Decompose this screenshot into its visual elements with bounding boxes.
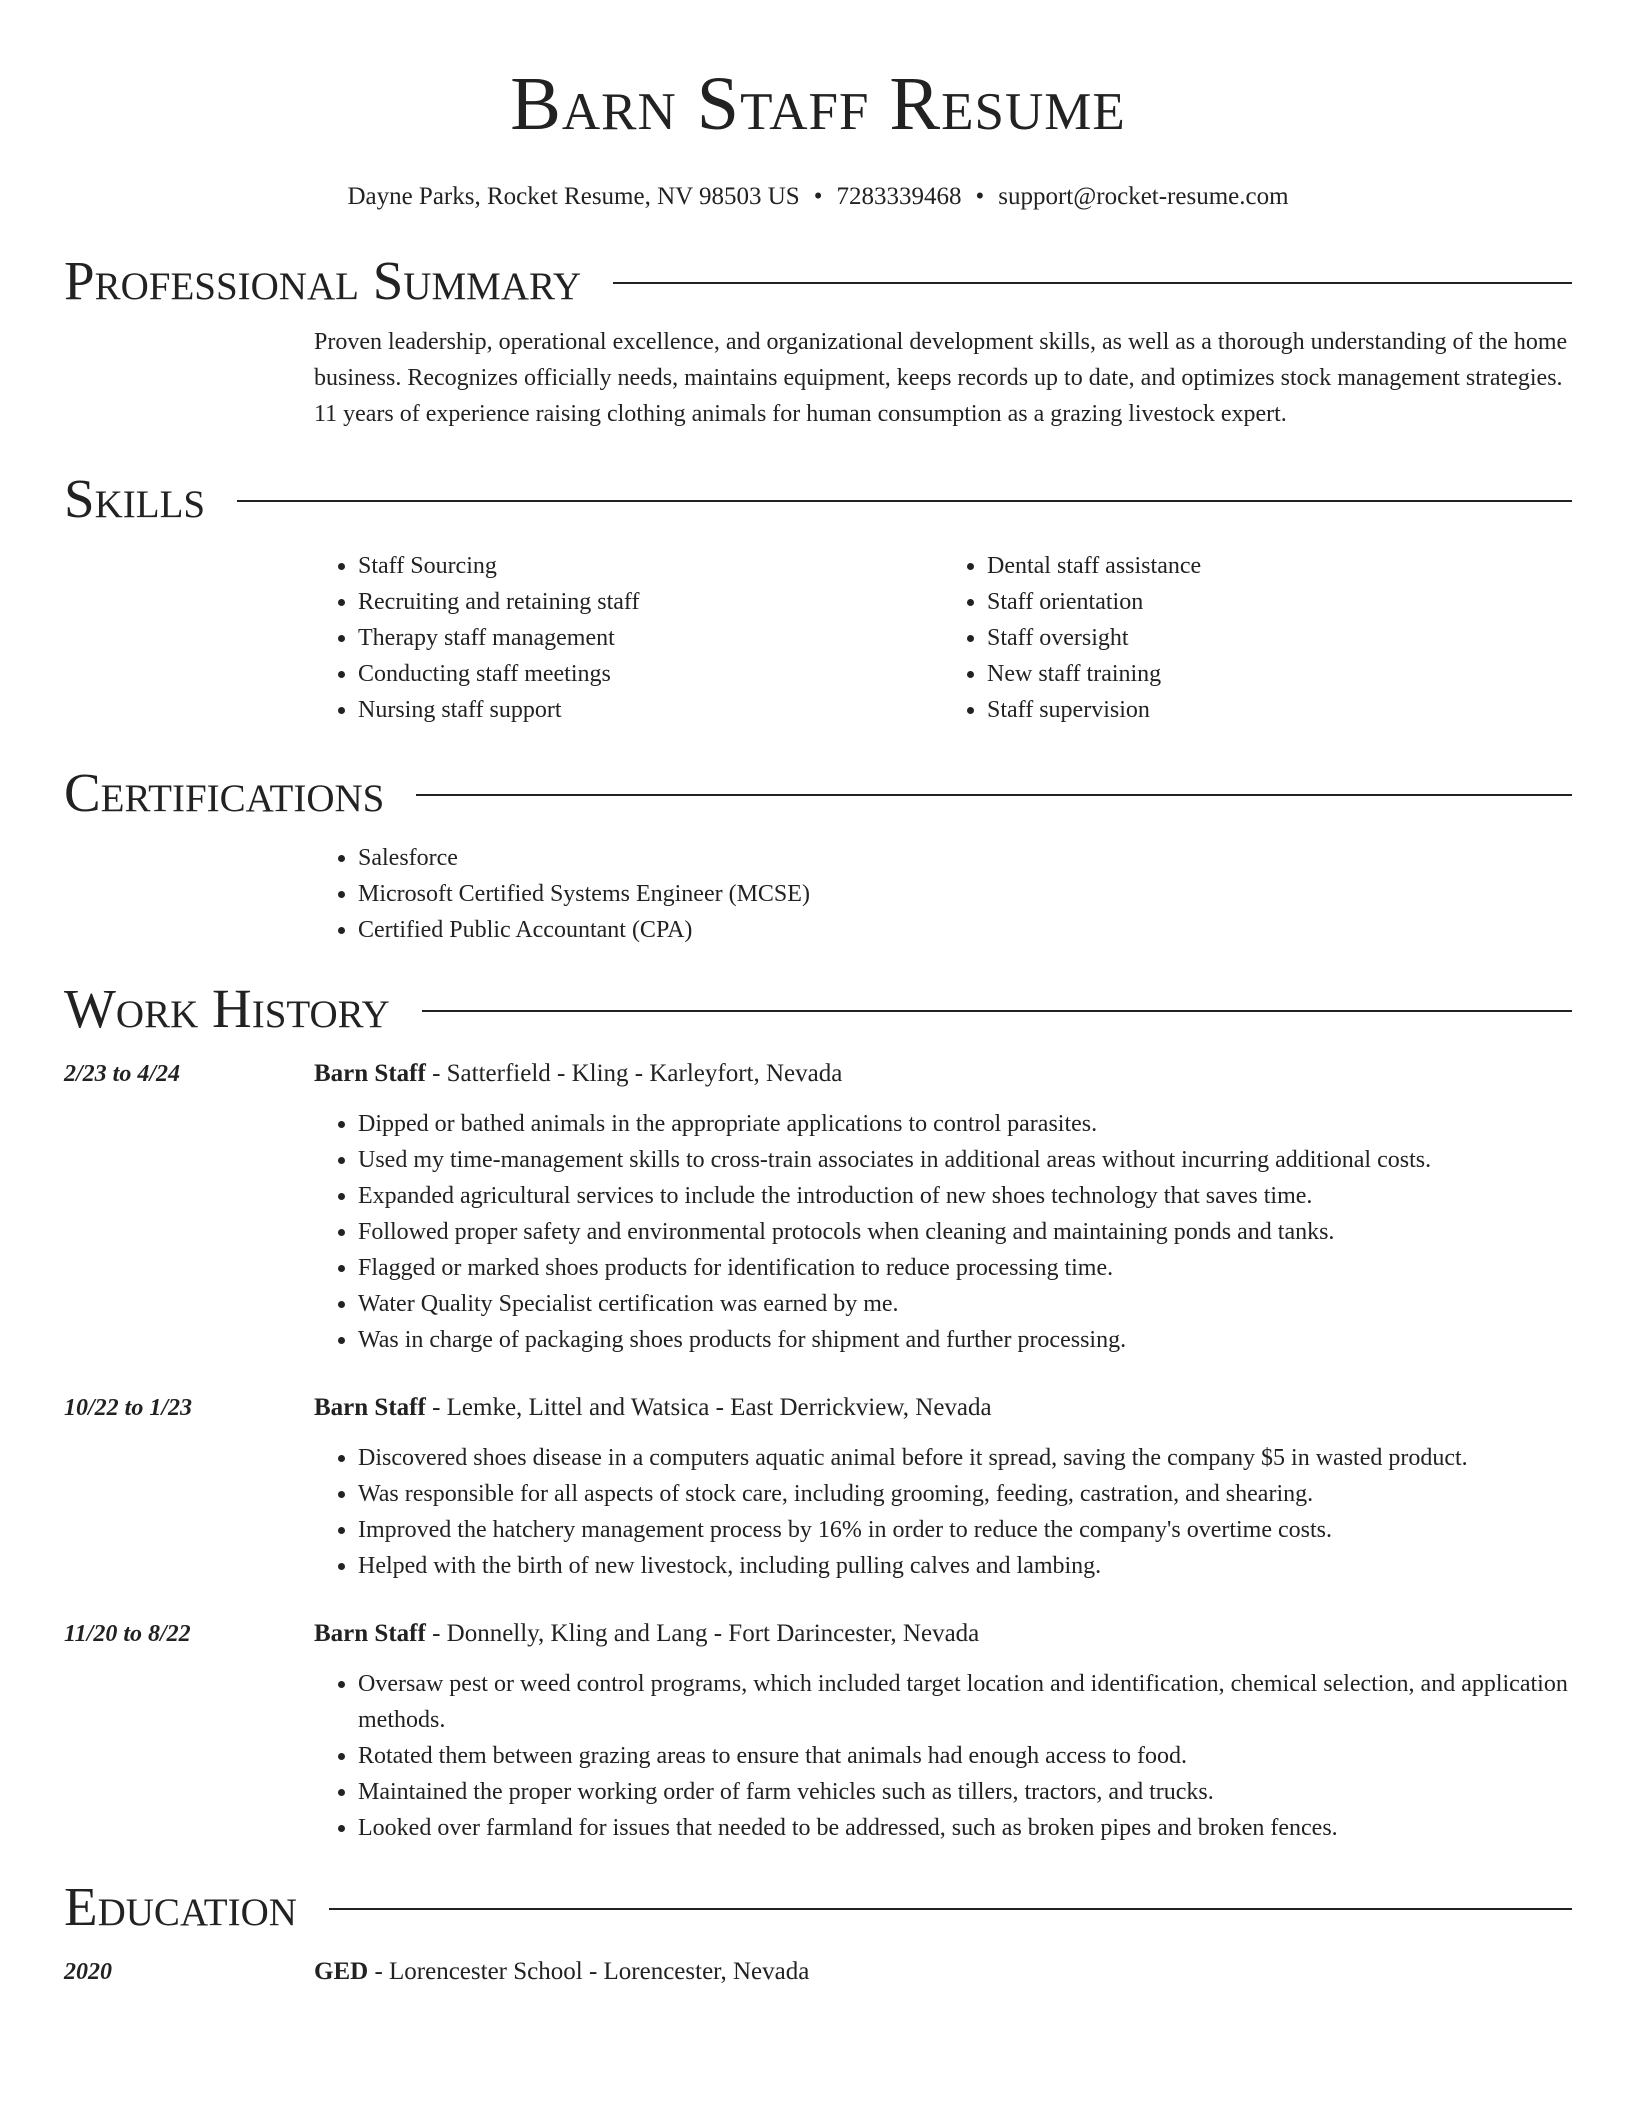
- job-bullets: [314, 1106, 1572, 1358]
- list-item: • Nursing staff support: [358, 692, 943, 728]
- section-title: Work History: [64, 978, 390, 1039]
- job-role: Barn Staff: [314, 1394, 426, 1421]
- list-item: • Dental staff assistance: [987, 548, 1572, 584]
- list-item: • Dipped or bathed animals in the appropriate applications to control parasites.: [358, 1106, 1572, 1142]
- education-header: [64, 1872, 1572, 1942]
- list-item: • Recruiting and retaining staff: [358, 584, 943, 620]
- job-heading: [314, 1390, 1572, 1426]
- list-item: • Staff supervision: [987, 692, 1572, 728]
- list-item: • Was responsible for all aspects of stock care, including grooming, feeding, castration, and shearing.: [358, 1476, 1572, 1512]
- summary-text: Proven leadership, operational excellence, and organizational development skills, as well as a thorough understanding of the home business. Recognizes officially needs, maintains equipment, keeps records up to date, and optimizes stock management strategies. 11 years of experience raising clothing animals for human consumption as a grazing livestock expert.: [314, 329, 1568, 427]
- skills-column-right: [943, 548, 1572, 728]
- list-item: • New staff training: [987, 656, 1572, 692]
- list-item: • Maintained the proper working order of farm vehicles such as tillers, tractors, and trucks.: [358, 1774, 1572, 1810]
- job-entry: [64, 1616, 1572, 1846]
- job-role: Barn Staff: [314, 1620, 426, 1647]
- education-section: [64, 1872, 1572, 2004]
- job-heading: [314, 1056, 1572, 1092]
- job-employer: - Satterfield - Kling - Karleyfort, Nevada: [425, 1060, 843, 1087]
- list-item: • Used my time-management skills to cross-train associates in additional areas without incurring additional costs.: [358, 1142, 1572, 1178]
- job-dates: 11/20 to 8/22: [64, 1621, 191, 1647]
- resume-title: Barn Staff Resume: [510, 62, 1126, 146]
- list-item: • Followed proper safety and environmental protocols when cleaning and maintaining ponds and tanks.: [358, 1214, 1572, 1250]
- education-school: - Lorencester School - Lorencester, Nevada: [368, 1958, 810, 1985]
- job-bullets: [314, 1666, 1572, 1846]
- job-entry: [64, 1390, 1572, 1584]
- list-item: • Microsoft Certified Systems Engineer (MCSE): [358, 876, 1572, 912]
- education-entry: [64, 1954, 1572, 2004]
- job-heading: [314, 1616, 1572, 1652]
- summary-header: [64, 246, 1572, 316]
- resume-page: [64, 0, 1572, 2004]
- certifications-header: [64, 758, 1572, 828]
- education-year: 2020: [64, 1959, 112, 1985]
- job-entry: [64, 1056, 1572, 1358]
- education-heading: [314, 1954, 1572, 1990]
- list-item: • Water Quality Specialist certification was earned by me.: [358, 1286, 1572, 1322]
- list-item: • Staff oversight: [987, 620, 1572, 656]
- job-dates: 10/22 to 1/23: [64, 1395, 193, 1421]
- contact-separator: •: [975, 183, 985, 210]
- list-item: • Expanded agricultural services to include the introduction of new shoes technology that saves time.: [358, 1178, 1572, 1214]
- contact-line: [64, 182, 1572, 212]
- section-divider: [237, 500, 1572, 502]
- job-employer: - Donnelly, Kling and Lang - Fort Darincester, Nevada: [425, 1620, 980, 1647]
- list-item: • Flagged or marked shoes products for identification to reduce processing time.: [358, 1250, 1572, 1286]
- work-history-header: [64, 974, 1572, 1044]
- certifications-list: [314, 840, 1572, 948]
- list-item: • Salesforce: [358, 840, 1572, 876]
- contact-email: support@rocket-resume.com: [998, 183, 1289, 210]
- skills-column-left: [314, 548, 943, 728]
- skills-list: [314, 548, 1572, 728]
- list-item: • Conducting staff meetings: [358, 656, 943, 692]
- contact-phone: 7283339468: [836, 183, 962, 210]
- skills-header: [64, 464, 1572, 534]
- section-title: Education: [64, 1876, 297, 1937]
- list-item: • Improved the hatchery management process by 16% in order to reduce the company's overtime costs.: [358, 1512, 1572, 1548]
- section-title: Professional Summary: [64, 250, 582, 311]
- work-history-section: [64, 974, 1572, 1846]
- job-bullets: [314, 1440, 1572, 1584]
- section-divider: [416, 794, 1572, 796]
- list-item: • Helped with the birth of new livestock, including pulling calves and lambing.: [358, 1548, 1572, 1584]
- section-divider: [329, 1908, 1572, 1910]
- section-title: Skills: [64, 468, 206, 529]
- contact-address: Dayne Parks, Rocket Resume, NV 98503 US: [347, 183, 800, 210]
- job-role: Barn Staff: [314, 1060, 426, 1087]
- job-dates: 2/23 to 4/24: [64, 1061, 181, 1087]
- list-item: • Staff Sourcing: [358, 548, 943, 584]
- list-item: • Therapy staff management: [358, 620, 943, 656]
- list-item: • Staff orientation: [987, 584, 1572, 620]
- list-item: • Oversaw pest or weed control programs, which included target location and identification, chemical selection, and application methods.: [358, 1666, 1572, 1738]
- list-item: • Certified Public Accountant (CPA): [358, 912, 1572, 948]
- section-title: Certifications: [64, 762, 385, 823]
- section-divider: [613, 282, 1572, 284]
- list-item: • Was in charge of packaging shoes products for shipment and further processing.: [358, 1322, 1572, 1358]
- certifications-section: [64, 758, 1572, 948]
- job-employer: - Lemke, Littel and Watsica - East Derrickview, Nevada: [425, 1394, 992, 1421]
- summary-section: [64, 246, 1572, 432]
- contact-separator: •: [813, 183, 823, 210]
- education-degree: GED: [314, 1958, 369, 1985]
- skills-section: [64, 464, 1572, 728]
- list-item: • Rotated them between grazing areas to ensure that animals had enough access to food.: [358, 1738, 1572, 1774]
- section-divider: [422, 1010, 1572, 1012]
- list-item: • Looked over farmland for issues that needed to be addressed, such as broken pipes and broken fences.: [358, 1810, 1572, 1846]
- list-item: • Discovered shoes disease in a computers aquatic animal before it spread, saving the company $5 in wasted product.: [358, 1440, 1572, 1476]
